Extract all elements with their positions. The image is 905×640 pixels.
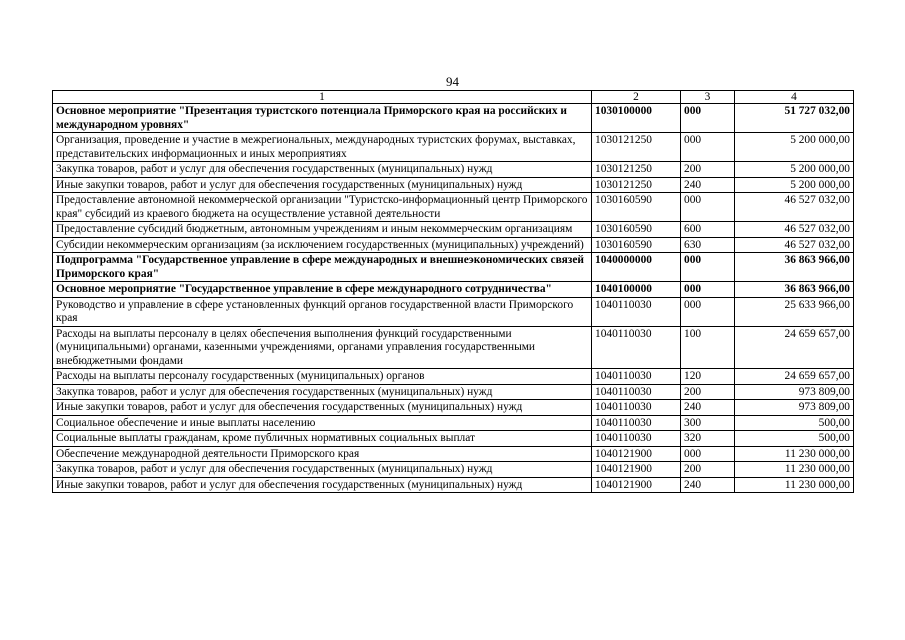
table-row [53, 177, 854, 193]
column-header-name: 1 [53, 91, 592, 104]
row-sum-cell: 36 863 966,00 [735, 253, 854, 282]
row-code-cell: 1030160590 [592, 222, 681, 238]
row-sum-cell: 5 200 000,00 [735, 162, 854, 178]
row-sum-cell: 11 230 000,00 [735, 446, 854, 462]
table-body [53, 104, 854, 493]
table-row [53, 431, 854, 447]
row-sum-cell: 973 809,00 [735, 400, 854, 416]
row-sum-cell: 500,00 [735, 431, 854, 447]
row-type-cell: 000 [681, 104, 735, 133]
table-row [53, 237, 854, 253]
row-type-cell: 630 [681, 237, 735, 253]
row-code-cell: 1040000000 [592, 253, 681, 282]
row-type-cell: 000 [681, 253, 735, 282]
column-numbers-row [53, 91, 854, 104]
row-name-cell: Руководство и управление в сфере установленных функций органов государственной власти Приморского края [53, 297, 592, 326]
row-sum-cell: 24 659 657,00 [735, 369, 854, 385]
row-sum-cell: 46 527 032,00 [735, 222, 854, 238]
row-code-cell: 1030100000 [592, 104, 681, 133]
row-code-cell: 1030160590 [592, 193, 681, 222]
row-name-cell: Иные закупки товаров, работ и услуг для обеспечения государственных (муниципальных) нужд [53, 177, 592, 193]
row-name-cell: Подпрограмма "Государственное управление в сфере международных и внешнеэкономических связей Приморского края" [53, 253, 592, 282]
row-code-cell: 1040100000 [592, 282, 681, 298]
row-name-cell: Предоставление автономной некоммерческой организации "Туристско-информационный центр Приморского края" субсидий из краевого бюджета на осуществление уставной деятельности [53, 193, 592, 222]
row-name-cell: Субсидии некоммерческим организациям (за исключением государственных (муниципальных) учреждений) [53, 237, 592, 253]
table-row [53, 326, 854, 369]
row-name-cell: Основное мероприятие "Презентация туристского потенциала Приморского края на российских и международном уровнях" [53, 104, 592, 133]
row-name-cell: Закупка товаров, работ и услуг для обеспечения государственных (муниципальных) нужд [53, 384, 592, 400]
row-type-cell: 240 [681, 400, 735, 416]
table-row [53, 462, 854, 478]
row-name-cell: Расходы на выплаты персоналу в целях обеспечения выполнения функций государственными (муниципальными) органами, казенными учреждениями, органами управления государственными внебюджетными фондами [53, 326, 592, 369]
row-code-cell: 1040110030 [592, 369, 681, 385]
row-code-cell: 1040110030 [592, 400, 681, 416]
row-type-cell: 000 [681, 133, 735, 162]
table-row [53, 415, 854, 431]
table-row [53, 369, 854, 385]
row-name-cell: Социальное обеспечение и иные выплаты населению [53, 415, 592, 431]
row-type-cell: 300 [681, 415, 735, 431]
row-name-cell: Иные закупки товаров, работ и услуг для обеспечения государственных (муниципальных) нужд [53, 477, 592, 493]
row-code-cell: 1040121900 [592, 477, 681, 493]
row-sum-cell: 973 809,00 [735, 384, 854, 400]
row-type-cell: 200 [681, 384, 735, 400]
row-sum-cell: 25 633 966,00 [735, 297, 854, 326]
row-type-cell: 000 [681, 297, 735, 326]
row-type-cell: 200 [681, 462, 735, 478]
row-code-cell: 1040121900 [592, 462, 681, 478]
row-type-cell: 240 [681, 177, 735, 193]
row-name-cell: Обеспечение международной деятельности Приморского края [53, 446, 592, 462]
row-type-cell: 100 [681, 326, 735, 369]
row-sum-cell: 46 527 032,00 [735, 237, 854, 253]
row-code-cell: 1030160590 [592, 237, 681, 253]
table-row [53, 253, 854, 282]
table-row [53, 384, 854, 400]
row-sum-cell: 51 727 032,00 [735, 104, 854, 133]
table-row [53, 297, 854, 326]
table-row [53, 104, 854, 133]
row-sum-cell: 11 230 000,00 [735, 462, 854, 478]
budget-table [52, 90, 854, 493]
row-code-cell: 1040110030 [592, 297, 681, 326]
row-name-cell: Основное мероприятие "Государственное управление в сфере международного сотрудничества" [53, 282, 592, 298]
table-row [53, 193, 854, 222]
row-sum-cell: 36 863 966,00 [735, 282, 854, 298]
row-name-cell: Предоставление субсидий бюджетным, автономным учреждениям и иным некоммерческим организациям [53, 222, 592, 238]
column-header-type: 3 [681, 91, 735, 104]
row-code-cell: 1040110030 [592, 431, 681, 447]
row-code-cell: 1030121250 [592, 177, 681, 193]
column-header-code: 2 [592, 91, 681, 104]
table-row [53, 162, 854, 178]
table-row [53, 222, 854, 238]
row-sum-cell: 46 527 032,00 [735, 193, 854, 222]
table-row [53, 446, 854, 462]
row-sum-cell: 24 659 657,00 [735, 326, 854, 369]
row-type-cell: 000 [681, 282, 735, 298]
row-code-cell: 1040121900 [592, 446, 681, 462]
table-row [53, 282, 854, 298]
row-code-cell: 1040110030 [592, 384, 681, 400]
row-sum-cell: 500,00 [735, 415, 854, 431]
row-name-cell: Закупка товаров, работ и услуг для обеспечения государственных (муниципальных) нужд [53, 162, 592, 178]
row-name-cell: Социальные выплаты гражданам, кроме публичных нормативных социальных выплат [53, 431, 592, 447]
row-name-cell: Закупка товаров, работ и услуг для обеспечения государственных (муниципальных) нужд [53, 462, 592, 478]
table-row [53, 400, 854, 416]
row-sum-cell: 5 200 000,00 [735, 177, 854, 193]
row-type-cell: 320 [681, 431, 735, 447]
table-row [53, 133, 854, 162]
page-number: 94 [446, 74, 459, 89]
column-header-sum: 4 [735, 91, 854, 104]
row-type-cell: 200 [681, 162, 735, 178]
row-name-cell: Иные закупки товаров, работ и услуг для обеспечения государственных (муниципальных) нужд [53, 400, 592, 416]
row-type-cell: 240 [681, 477, 735, 493]
row-code-cell: 1030121250 [592, 133, 681, 162]
row-sum-cell: 11 230 000,00 [735, 477, 854, 493]
row-code-cell: 1040110030 [592, 415, 681, 431]
table-row [53, 477, 854, 493]
row-name-cell: Расходы на выплаты персоналу государственных (муниципальных) органов [53, 369, 592, 385]
row-type-cell: 600 [681, 222, 735, 238]
row-type-cell: 000 [681, 446, 735, 462]
row-type-cell: 000 [681, 193, 735, 222]
row-name-cell: Организация, проведение и участие в межрегиональных, международных туристских форумах, выставках, представительских информационных и иных мероприятиях [53, 133, 592, 162]
row-code-cell: 1030121250 [592, 162, 681, 178]
row-sum-cell: 5 200 000,00 [735, 133, 854, 162]
row-type-cell: 120 [681, 369, 735, 385]
row-code-cell: 1040110030 [592, 326, 681, 369]
